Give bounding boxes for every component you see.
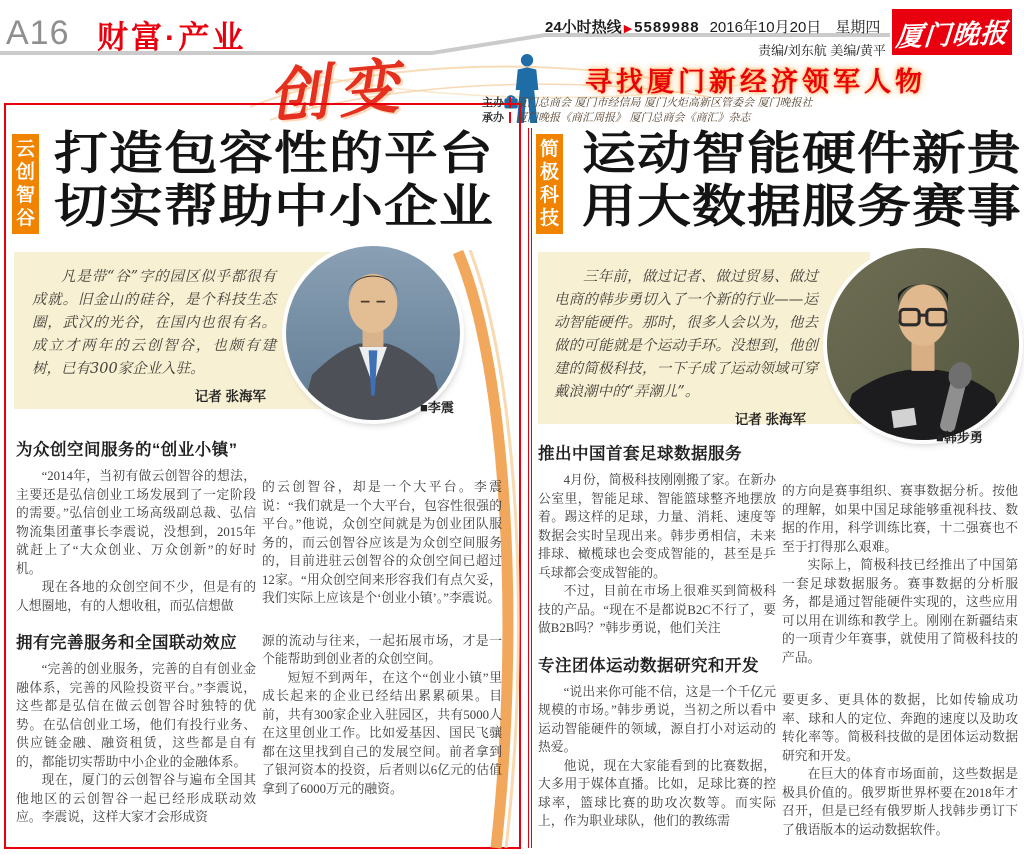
organizer-names: 厦门总商会 厦门市经信局 厦门火炬高新区管委会 厦门晚报社 (516, 96, 813, 109)
header-info-row (545, 16, 895, 37)
tag-character: 谷 (15, 208, 35, 229)
column-paragraph: 短短不到两年，在这个“创业小镇”里成长起来的企业已经结出累累硕果。目前，共有300家企业入驻园区，共有5000人在这里创业工作。比如爱基因、国民飞骧都在这里找到自己的发展空间。前者拿到了银河资本的投资，后者则以6亿元的估值拿到了6000万元的融资。 (262, 670, 502, 796)
hotline-number: 5589988 (634, 19, 700, 36)
column-paragraph: 的云创智谷，却是一个大平台。李震说：“我们就是一个大平台，包容性很强的平台。”他说，众创空间就是为创业团队服务的，而云创智谷应该是为众创空间服务的，目前进驻云创智谷的众创空间已超过12家。“用众创空间来形容我们有点欠妥，我们实际上应该是个‘创业小镇’。”李震说。 (262, 480, 502, 605)
headline-line: 运动智能硬件新贵 (582, 128, 1022, 179)
column-paragraph: “2014年，当初有做云创智谷的想法，主要还是弘信创业工场发展到了一定阶段的需要。”弘信创业工场高级副总裁、弘信物流集团董事长李震说，没想到，2015年就赶上了“大众创业、万众创新”的好时机。 (16, 469, 256, 576)
left-article-byline: 记者 张海军 (194, 389, 266, 404)
masthead-logo (892, 9, 1012, 55)
right-article-column-2 (782, 482, 1018, 846)
column-subhead: 专注团体运动数据研究和开发 (538, 656, 759, 675)
headline-line: 打造包容性的平台 (54, 128, 494, 179)
banner-calligraphy: 创变 (265, 51, 412, 133)
left-article-column-2 (262, 478, 502, 846)
portrait-photo-li-zhen (286, 246, 460, 420)
left-article-tag (12, 134, 39, 234)
column-subhead: 推出中国首套足球数据服务 (538, 445, 742, 463)
photo-caption-han-buyong: ■韩步勇 (936, 430, 983, 445)
column-paragraph: 4月份，简极科技刚刚搬了家。在新办公室里，智能足球、智能篮球整齐地摆放着。踢这样的足球，力量、消耗、速度等数据会实时呈现出来。韩步勇相信，未来排球、橄榄球也会变成智能的，甚至是乒乓球都会变成智能的。 (538, 473, 776, 580)
headline-line: 切实帮助中小企业 (54, 181, 494, 232)
red-separator-bar (509, 112, 511, 123)
publication-date: 2016年10月20日 (709, 19, 822, 36)
producer-names: 厦门晚报《商汇周报》 厦门总商会《商汇》杂志 (516, 111, 751, 124)
tag-character: 简 (539, 139, 559, 160)
banner-slogan: 寻找厦门新经济领军人物 (585, 67, 926, 97)
masthead-title: 厦门晚报 (894, 17, 1010, 53)
column-subhead: 为众创空间服务的“创业小镇” (16, 441, 238, 459)
column-paragraph: 现在，厦门的云创智谷与遍布全国其他地区的云创智谷一起已经形成联动效应。李震说，这样大家才会形成资 (16, 773, 256, 824)
editors-credit: 责编/刘东航 美编/黄平 (758, 43, 886, 58)
portrait-photo-han-buyong (827, 248, 1019, 440)
organizer-label: 主办 (482, 97, 504, 109)
column-paragraph: 源的流动与往来，一起拓展市场，才是一个能帮助到创业者的众创空间。 (262, 633, 502, 666)
page-number: A16 (6, 14, 70, 52)
headline-line: 用大数据服务赛事 (582, 181, 1022, 232)
tag-character: 技 (539, 208, 559, 229)
right-article-intro: 三年前，做过记者、做过贸易、做过电商的韩步勇切入了一个新的行业——运动智能硬件。那时，很多人会以为，他去做的可能就是个运动手环。没想到，他创建的简极科技，一下子成了运动领域可穿戴浪潮中的“弄潮儿”。 (554, 269, 818, 400)
tag-character: 云 (15, 139, 35, 160)
right-article-tag (536, 134, 563, 234)
column-paragraph: 要更多、更具体的数据，比如传输成功率、球和人的定位、奔跑的速度以及助攻转化率等。简极科技做的是团体运动数据研究和开发。 (782, 693, 1018, 763)
tag-character: 创 (15, 162, 35, 183)
column-paragraph: “完善的创业服务，完善的自有创业金融体系，完善的风险投资平台。”李震说，这些都是弘信在做云创智谷时独特的优势。在弘信创业工场，他们有投行业务、供应链金融、融资租赁，这些都是自有的，都能切实帮助中小企业的金融体系。 (16, 662, 256, 769)
right-article-intro-box (538, 252, 870, 427)
right-article-headline (582, 127, 1022, 233)
publication-weekday: 星期四 (835, 19, 881, 36)
organizer-line (482, 94, 813, 110)
column-paragraph: 他说，现在大家能看到的比赛数据，大多用于媒体直播。比如，足球比赛的控球率，篮球比赛的助攻次数等。而实际上，作为职业球队，他们的教练需 (538, 758, 776, 828)
photo-caption-li-zhen: ■李震 (420, 400, 454, 415)
left-article-headline (54, 127, 494, 233)
column-paragraph: “说出来你可能不信，这是一个千亿元规模的市场。”韩步勇说，当初之所以看中运动智能硬件的领域，源自打小对运动的热爱。 (538, 684, 776, 754)
column-subhead: 拥有完善服务和全国联动效应 (16, 634, 237, 652)
arrow-right-icon: ▶ (623, 23, 633, 35)
column-paragraph: 在巨大的体育市场面前，这些数据是极具价值的。俄罗斯世界杯要在2018年才召开，但是已经有俄罗斯人找韩步勇订下了俄语版本的运动数据软件。 (782, 767, 1018, 837)
column-paragraph: 实际上，简极科技已经推出了中国第一套足球数据服务。赛事数据的分析服务，都是通过智能硬件实现的，这些应用可以用在训练和教学上。刚刚在新疆结束的一项青少年赛事，就使用了简极科技的产品。 (782, 558, 1018, 665)
producer-label: 承办 (482, 112, 504, 124)
red-separator-bar (509, 97, 511, 108)
left-article-intro: 凡是带“谷”字的园区似乎都很有成就。旧金山的硅谷，是个科技生态圈，武汉的光谷，在国内也很有名。成立才两年的云创智谷，也颇有建树，已有300家企业入驻。 (32, 269, 276, 377)
column-paragraph: 不过，目前在市场上很难买到简极科技的产品。“现在不是都说B2C不行了，要做B2B吗？”韩步勇说，他们关注 (538, 584, 776, 635)
tag-character: 智 (15, 185, 35, 206)
column-paragraph: 的方向是赛事组织、赛事数据分析。按他的理解，如果中国足球能够重视科技、数据的作用，科学训练比赛，十二强赛也不至于打得那么艰难。 (782, 484, 1018, 554)
producer-line (482, 109, 751, 125)
left-article-column-1 (16, 436, 256, 846)
tag-character: 极 (539, 162, 559, 183)
right-article-column-1 (538, 440, 776, 846)
tag-character: 科 (539, 185, 559, 206)
hotline-label: 24小时热线 (545, 19, 622, 36)
right-article-byline: 记者 张海军 (734, 412, 806, 427)
column-paragraph: 现在各地的众创空间不少，但是有的人想圈地，有的人想收租，而弘信想做 (16, 580, 256, 613)
section-title: 财富·产业 (97, 20, 247, 55)
article-divider-rule (528, 128, 532, 848)
